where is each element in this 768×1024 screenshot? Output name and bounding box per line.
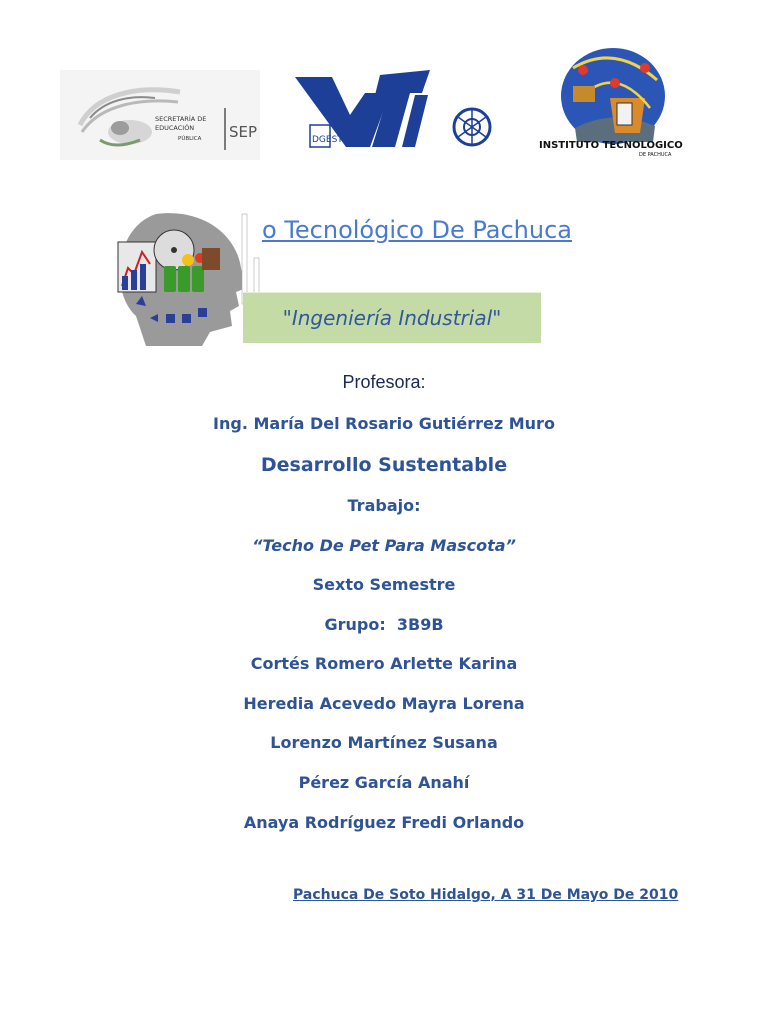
work-label: Trabajo: [347,496,421,515]
tecnologicos-logo [290,65,495,160]
student-name: Lorenzo Martínez Susana [270,733,498,752]
subject-title: Desarrollo Sustentable [260,454,508,476]
student-name: Cortés Romero Arlette Karina [250,654,518,673]
group: Grupo: 3B9B [324,615,444,634]
sep-logo [60,70,260,160]
sep-text-3: PÚBLICA [178,136,202,142]
profesora-label: Profesora: [342,372,426,392]
itp-text-2: DE PACHUCA [639,152,672,158]
tecnologicos-logo-icon [290,65,495,160]
work-title: “Techo De Pet Para Mascota” [252,536,516,555]
student-name: Heredia Acevedo Mayra Lorena [243,694,525,713]
career-box [243,292,541,343]
dgest-text: DGEST [312,135,343,145]
place-date: Pachuca De Soto Hidalgo, A 31 De Mayo De 2010 [293,887,679,903]
sep-logo-icon [60,70,260,160]
sep-text-1: SECRETARÍA DE [155,115,207,123]
itp-logo-icon [535,38,695,160]
institute-title: o Tecnológico De Pachuca [262,216,573,244]
career-label: "Ingeniería Industrial" [282,306,502,330]
itp-text-1: INSTITUTO TECNOLOGICO [539,140,683,151]
sep-text-2: EDUCACIÓN [155,124,195,132]
profesora-name: Ing. María Del Rosario Gutiérrez Muro [213,414,555,433]
itp-logo [535,38,695,160]
student-name: Anaya Rodríguez Fredi Orlando [243,813,525,832]
sep-text-4: SEP [229,123,258,141]
semester: Sexto Semestre [312,575,456,594]
student-name: Pérez García Anahí [298,773,470,792]
